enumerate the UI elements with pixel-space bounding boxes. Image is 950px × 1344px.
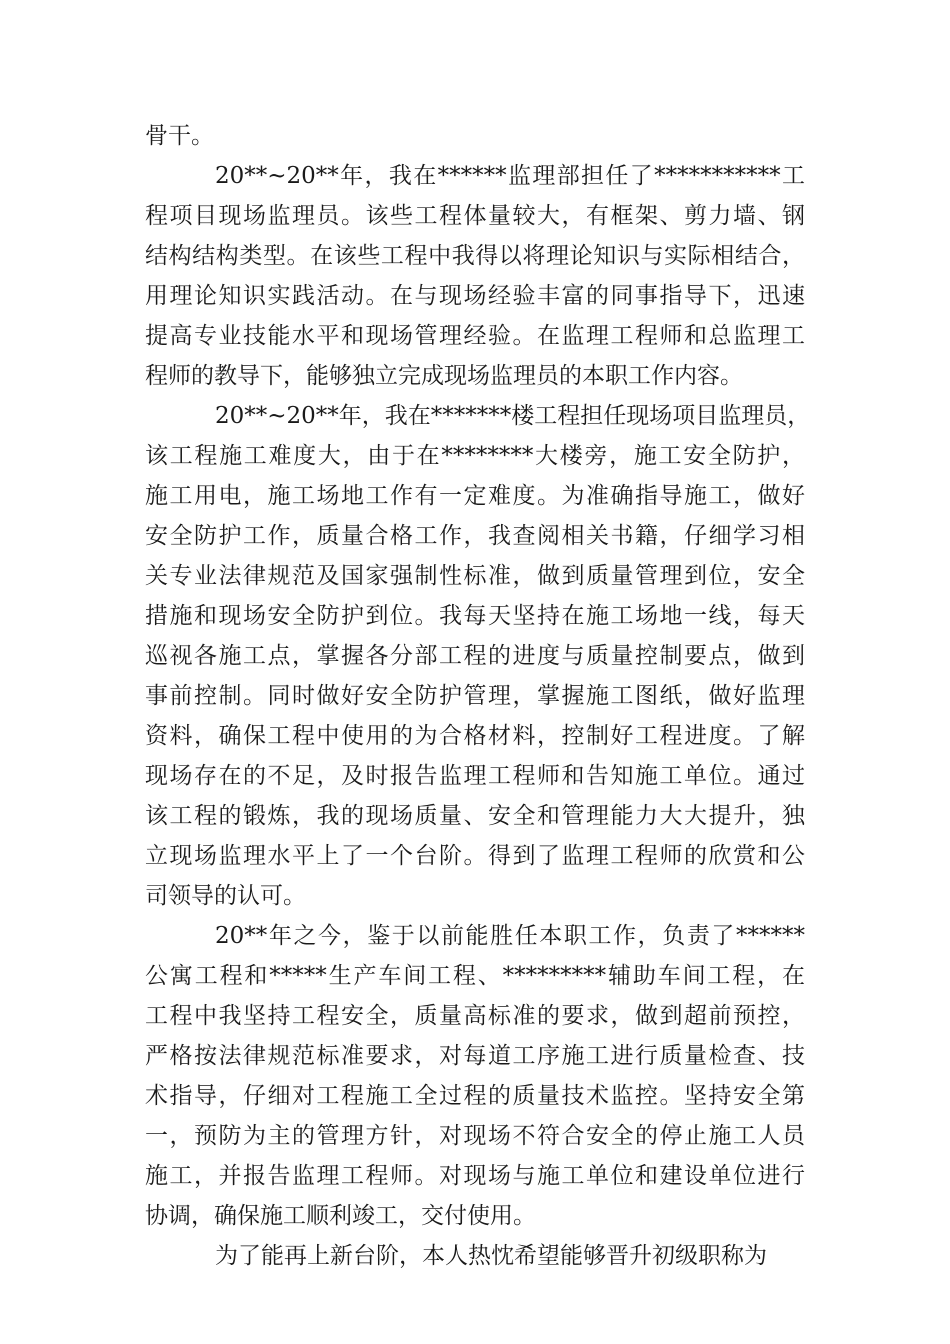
paragraph-line: 安全防护工作，质量合格工作，我查阅相关书籍，仔细学习相 [145,523,805,549]
paragraph-line: 为了能再上新台阶，本人热忱希望能够晋升初级职称为 [215,1243,767,1269]
paragraph-line: 巡视各施工点，掌握各分部工程的进度与质量控制要点，做到 [145,643,805,669]
paragraph [145,116,805,156]
paragraph-line: 工程中我坚持工程安全，质量高标准的要求，做到超前预控， [145,1003,805,1029]
paragraph-line: 结构结构类型。在该些工程中我得以将理论知识与实际相结合， [145,243,805,269]
paragraph-line: 措施和现场安全防护到位。我每天坚持在施工场地一线，每天 [145,603,805,629]
paragraph-line: 20**~20**年，我在******监理部担任了***********工 [215,163,805,189]
paragraph-line: 该工程的锻炼，我的现场质量、安全和管理能力大大提升，独 [145,803,805,829]
paragraph [145,156,805,396]
paragraph-line: 一，预防为主的管理方针，对现场不符合安全的停止施工人员 [145,1123,805,1149]
paragraph-line: 司领导的认可。 [145,883,306,909]
paragraph-line: 骨干。 [145,123,214,149]
paragraph-line: 现场存在的不足，及时报告监理工程师和告知施工单位。通过 [145,763,805,789]
paragraph-line: 20**年之今，鉴于以前能胜任本职工作，负责了****** [215,923,805,949]
paragraph-line: 严格按法律规范标准要求，对每道工序施工进行质量检查、技 [145,1043,805,1069]
paragraph-line: 施工用电，施工场地工作有一定难度。为准确指导施工，做好 [145,483,805,509]
paragraph-line: 关专业法律规范及国家强制性标准，做到质量管理到位，安全 [145,563,805,589]
paragraph-line: 提高专业技能水平和现场管理经验。在监理工程师和总监理工 [145,323,805,349]
paragraph [145,396,811,916]
paragraph [145,916,805,1236]
paragraph-line: 术指导，仔细对工程施工全过程的质量技术监控。坚持安全第 [145,1083,805,1109]
paragraph-line: 程项目现场监理员。该些工程体量较大，有框架、剪力墙、钢 [145,203,805,229]
paragraph [145,1236,805,1276]
paragraph-line: 协调，确保施工顺利竣工，交付使用。 [145,1203,536,1229]
document-body [145,116,811,1276]
paragraph-line: 该工程施工难度大，由于在********大楼旁，施工安全防护， [145,443,805,469]
paragraph-line: 事前控制。同时做好安全防护管理，掌握施工图纸，做好监理 [145,683,805,709]
paragraph-line: 资料，确保工程中使用的为合格材料，控制好工程进度。了解 [145,723,805,749]
paragraph-line: 用理论知识实践活动。在与现场经验丰富的同事指导下，迅速 [145,283,805,309]
paragraph-line: 施工，并报告监理工程师。对现场与施工单位和建设单位进行 [145,1163,805,1189]
paragraph-line: 20**~20**年，我在*******楼工程担任现场项目监理员， [215,403,811,429]
paragraph-line: 公寓工程和*****生产车间工程、*********辅助车间工程，在 [145,963,805,989]
paragraph-line: 程师的教导下，能够独立完成现场监理员的本职工作内容。 [145,363,743,389]
paragraph-line: 立现场监理水平上了一个台阶。得到了监理工程师的欣赏和公 [145,843,805,869]
